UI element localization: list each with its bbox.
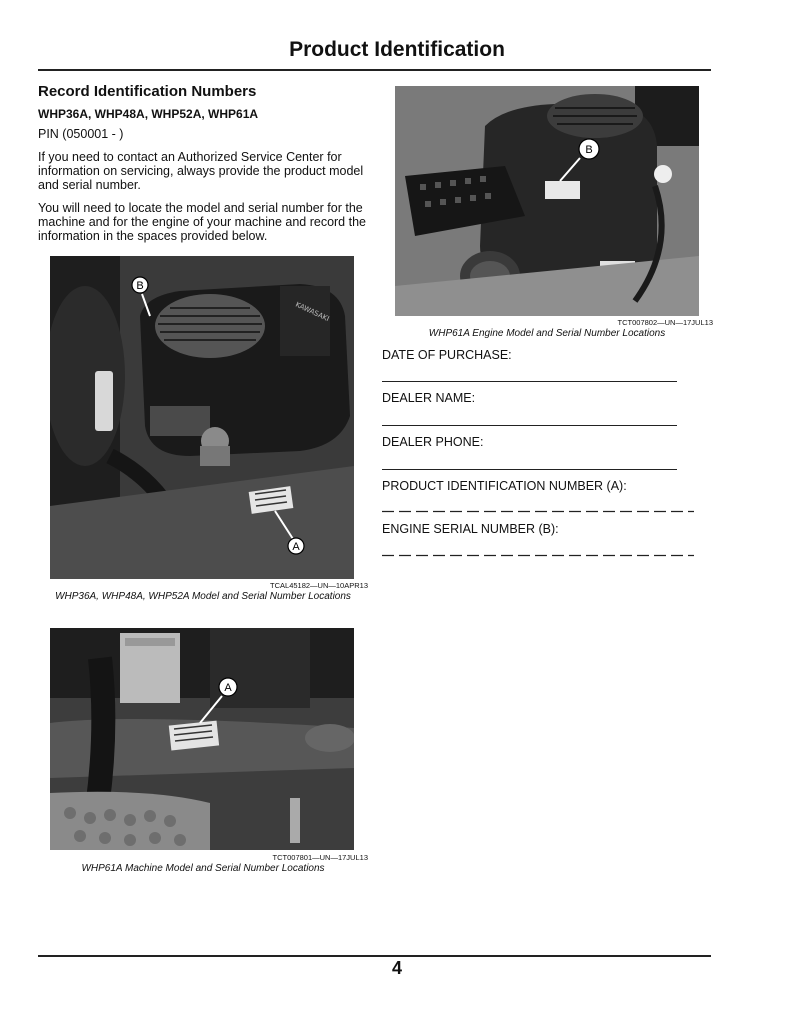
callout-b-label: B bbox=[585, 144, 593, 156]
header-rule bbox=[38, 69, 711, 71]
pin-dashes bbox=[382, 510, 694, 513]
callout-a-label: A bbox=[292, 541, 300, 553]
callout-b-label: B bbox=[136, 280, 144, 292]
pin-label: PRODUCT IDENTIFICATION NUMBER (A): bbox=[382, 479, 627, 493]
figure-whp36a-engine-photo bbox=[50, 256, 354, 579]
figure-whp61a-machine-photo bbox=[50, 628, 354, 850]
intro-paragraph: If you need to contact an Authorized Service Center for information on servicing, always provide the product model and serial number. bbox=[38, 150, 364, 192]
model-list: WHP36A, WHP48A, WHP52A, WHP61A bbox=[38, 107, 259, 121]
footer-rule bbox=[38, 955, 711, 957]
page-title: Product Identification bbox=[289, 38, 505, 61]
svg-text:KAWASAKI: KAWASAKI bbox=[294, 300, 331, 324]
dealer-name-line bbox=[382, 425, 677, 426]
pin-range: PIN (050001 - ) bbox=[38, 127, 124, 141]
engine-serial-label: ENGINE SERIAL NUMBER (B): bbox=[382, 522, 559, 536]
figure-2-caption: WHP61A Machine Model and Serial Number Locations bbox=[81, 863, 325, 874]
dealer-phone-label: DEALER PHONE: bbox=[382, 435, 484, 449]
date-of-purchase-line bbox=[382, 381, 677, 382]
instruction-paragraph: You will need to locate the model and serial number for the machine and for the engine of your machine and record the information in the spaces provided below. bbox=[38, 201, 366, 243]
figure-whp61a-engine-photo bbox=[395, 86, 699, 316]
dealer-phone-line bbox=[382, 469, 677, 470]
figure-1-ref: TCAL45182—UN—10APR13 bbox=[270, 581, 368, 590]
date-of-purchase-label: DATE OF PURCHASE: bbox=[382, 348, 512, 362]
figure-3-ref: TCT007802—UN—17JUL13 bbox=[617, 318, 713, 327]
page-number: 4 bbox=[391, 958, 402, 978]
callout-a-label: A bbox=[224, 682, 232, 694]
figure-3-caption: WHP61A Engine Model and Serial Number Locations bbox=[428, 328, 666, 339]
figure-2-ref: TCT007801—UN—17JUL13 bbox=[272, 853, 368, 862]
dealer-name-label: DEALER NAME: bbox=[382, 391, 476, 405]
figure-1-caption: WHP36A, WHP48A, WHP52A Model and Serial Number Locations bbox=[55, 591, 351, 602]
engine-serial-dashes bbox=[382, 554, 694, 557]
section-heading: Record Identification Numbers bbox=[38, 83, 257, 100]
